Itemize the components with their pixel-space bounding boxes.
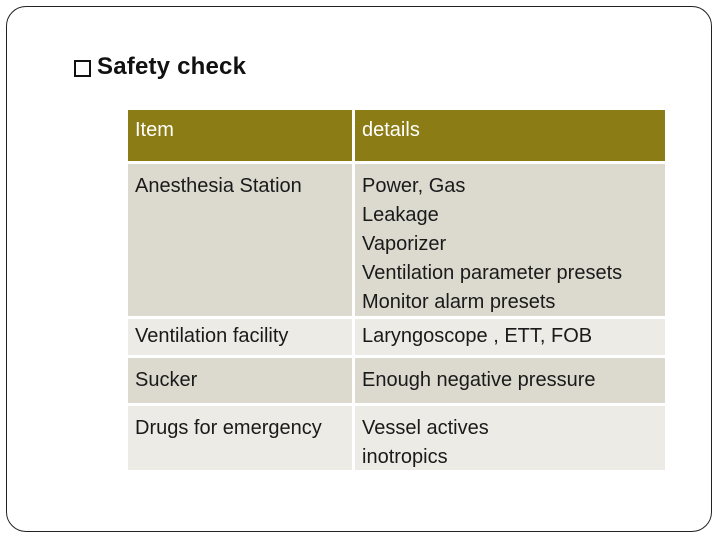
slide-heading (74, 52, 246, 82)
row-details-ventilation-facility: Laryngoscope , ETT, FOB (355, 319, 665, 355)
detail-line: Leakage (362, 204, 439, 226)
detail-line: Vaporizer (362, 233, 447, 255)
detail-line: inotropics (362, 446, 448, 468)
row-details-anesthesia-station (355, 164, 665, 316)
header-item: Item (128, 110, 352, 161)
detail-line: Vessel actives (362, 417, 489, 439)
detail-line: Ventilation parameter presets (362, 262, 623, 284)
detail-line: Power, Gas (362, 175, 466, 197)
square-bullet-icon (74, 60, 91, 77)
safety-check-table (128, 110, 662, 470)
detail-line: Monitor alarm presets (362, 291, 556, 313)
row-details-sucker: Enough negative pressure (355, 358, 665, 403)
header-details: details (355, 110, 665, 161)
row-item-ventilation-facility: Ventilation facility (128, 319, 352, 355)
slide-title: Safety check (97, 53, 247, 80)
row-item-anesthesia-station: Anesthesia Station (128, 164, 352, 316)
row-details-drugs-for-emergency (355, 406, 665, 470)
row-item-drugs-for-emergency: Drugs for emergency (128, 406, 352, 470)
row-item-sucker: Sucker (128, 358, 352, 403)
